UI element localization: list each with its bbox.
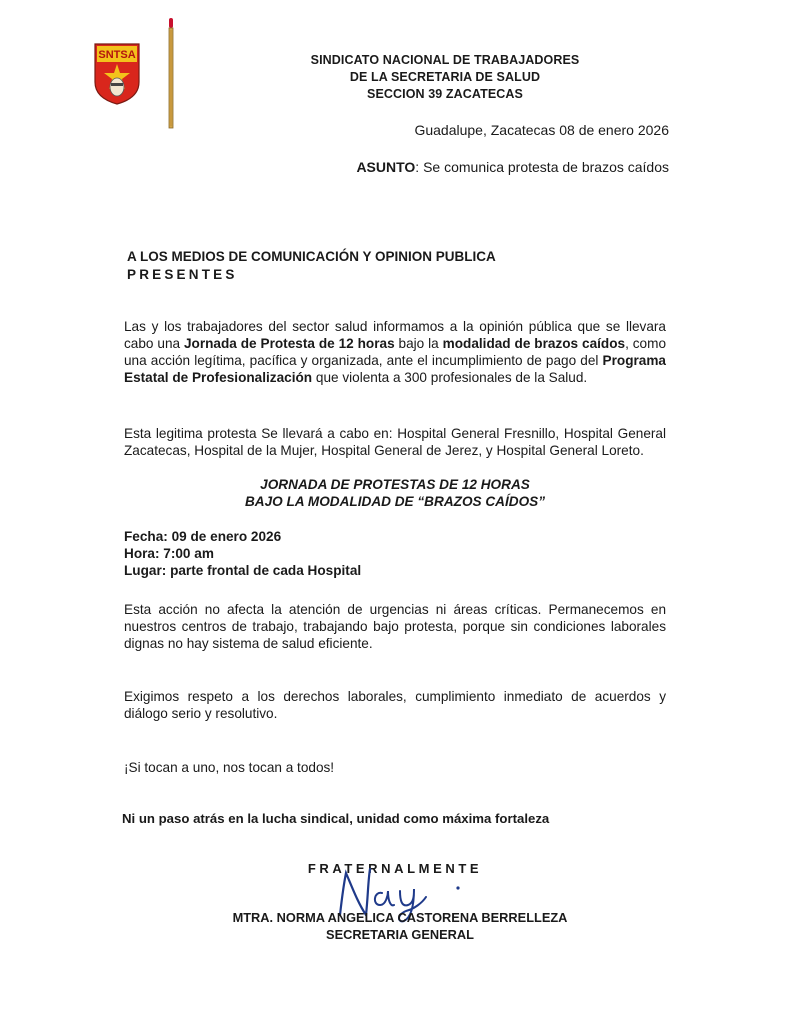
addressee-line-2: PRESENTES — [127, 267, 238, 282]
paragraph-text: , como una acción legítima, pacífica y organizada, ante el incumplimiento de pago del — [124, 336, 666, 368]
subject-text: : Se comunica protesta de brazos caídos — [415, 159, 669, 175]
sntsa-logo-icon — [93, 42, 141, 106]
paragraph-text: Las y los trabajadores del sector salud informamos a la opinión pública que se llevara cabo una — [124, 319, 666, 351]
addressee-block — [127, 248, 496, 284]
event-heading — [124, 476, 666, 510]
event-place: Lugar: parte frontal de cada Hospital — [124, 563, 362, 578]
paragraph-demands: Exigimos respeto a los derechos laborales, cumplimiento inmediato de acuerdos y diálogo serio y resolutivo. — [124, 689, 666, 721]
paragraph-no-impact: Esta acción no afecta la atención de urgencias ni áreas críticas. Permanecemos en nuestros centros de trabajo, trabajando bajo protesta, porque sin condiciones laborales dignas no hay sistema de salud eficiente. — [124, 602, 666, 651]
union-section-line: SECCION 39 ZACATECAS — [367, 87, 523, 101]
signer-name: MTRA. NORMA ANGELICA CASTORENA BERRELLEZA — [232, 910, 568, 925]
emphasis-modality: modalidad de brazos caídos — [442, 336, 626, 351]
motto: Ni un paso atrás en la lucha sindical, unidad como máxima fortaleza — [122, 811, 550, 826]
emphasis-protest-day: Jornada de Protesta de 12 horas — [183, 336, 395, 351]
flag-pole-icon — [166, 18, 176, 130]
paragraph-announcement — [124, 318, 666, 386]
closing-salutation: FRATERNALMENTE — [307, 861, 483, 876]
svg-text:SNTSA: SNTSA — [98, 49, 136, 61]
paragraph-text: bajo la — [394, 336, 443, 351]
subject-label: ASUNTO — [356, 159, 416, 175]
union-header — [260, 52, 630, 103]
event-time: Hora: 7:00 am — [124, 546, 214, 561]
paragraph-locations: Esta legitima protesta Se llevará a cabo en: Hospital General Fresnillo, Hospital General Zacatecas, Hospital de la Mujer, Hospital General de Jerez, y Hospital General Loreto. — [124, 426, 666, 458]
paragraph-slogan: ¡Si tocan a uno, nos tocan a todos! — [124, 760, 335, 775]
signer-title: SECRETARIA GENERAL — [326, 927, 474, 942]
place-and-date: Guadalupe, Zacatecas 08 de enero 2026 — [414, 122, 669, 138]
event-heading-line-1: JORNADA DE PROTESTAS DE 12 HORAS — [260, 477, 530, 492]
event-details — [124, 528, 361, 579]
union-name-line-1: SINDICATO NACIONAL DE TRABAJADORES — [310, 53, 580, 67]
emphasis-program: Programa Estatal de Profesionalización — [124, 353, 666, 385]
paragraph-text: que violenta a 300 profesionales de la Salud. — [312, 370, 588, 385]
signer-block — [200, 909, 600, 943]
union-name-line-2: DE LA SECRETARIA DE SALUD — [349, 70, 541, 84]
subject-line — [356, 159, 669, 175]
event-date: Fecha: 09 de enero 2026 — [124, 529, 282, 544]
event-heading-line-2: BAJO LA MODALIDAD DE “BRAZOS CAÍDOS” — [244, 494, 546, 509]
addressee-line-1: A LOS MEDIOS DE COMUNICACIÓN Y OPINION PUBLICA — [127, 249, 496, 264]
